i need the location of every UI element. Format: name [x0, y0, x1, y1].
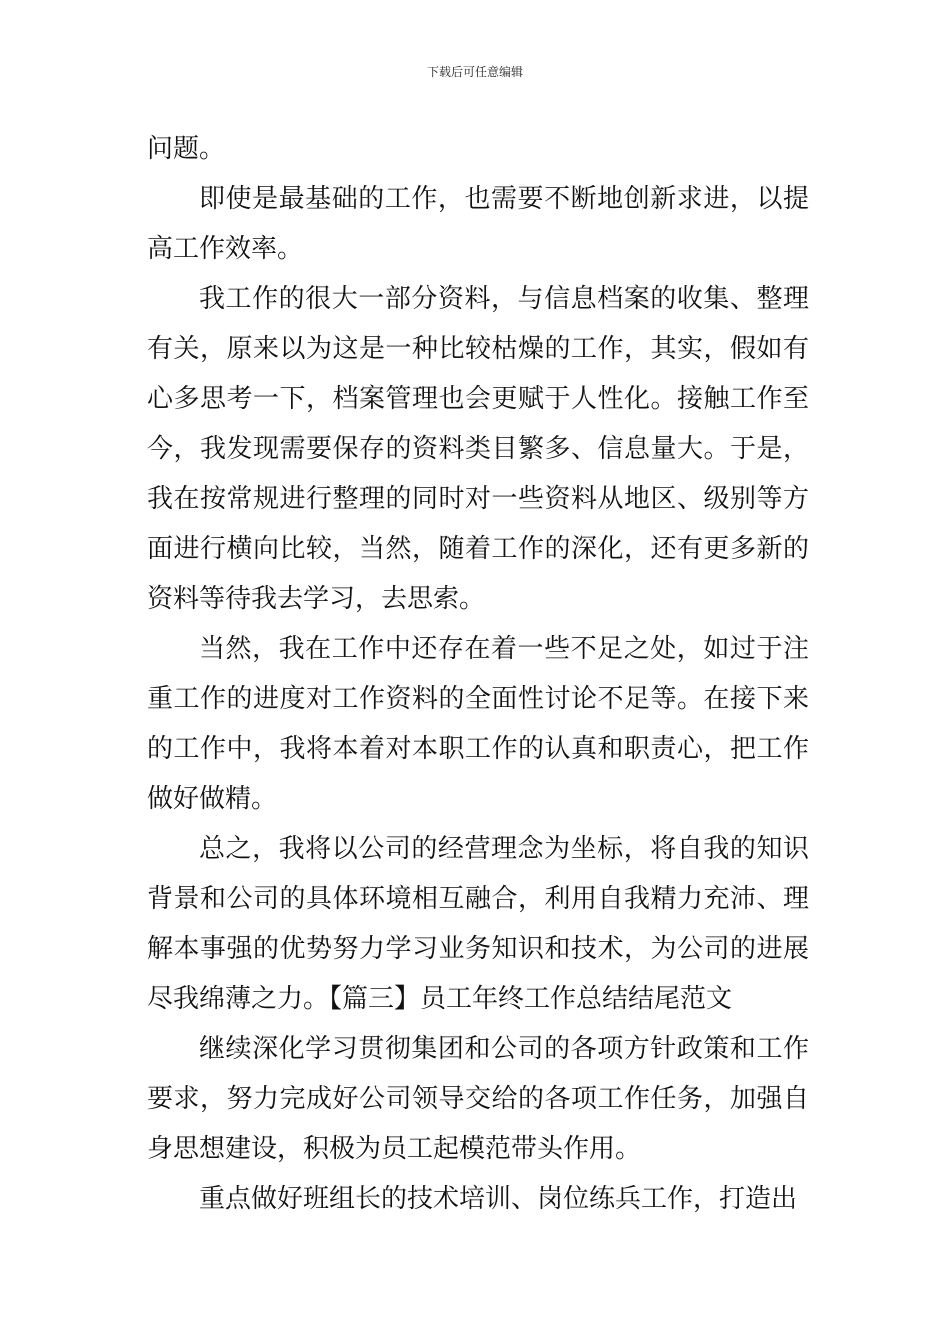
paragraph: 继续深化学习贯彻集团和公司的各项方针政策和工作要求，努力完成好公司领导交给的各项工作任务，加强自身思想建设，积极为员工起模范带头作用。 [147, 1034, 809, 1164]
paragraph: 即使是最基础的工作，也需要不断地创新求进，以提高工作效率。 [147, 184, 809, 264]
paragraph: 问题。 [147, 134, 226, 164]
paragraph: 我工作的很大一部分资料，与信息档案的收集、整理有关，原来以为这是一种比较枯燥的工作，其实，假如有心多思考一下，档案管理也会更赋于人性化。接触工作至今，我发现需要保存的资料类目繁多、信息量大。于是，我在按常规进行整理的同时对一些资料从地区、级别等方面进行横向比较，当然，随着工作的深化，还有更多新的资料等待我去学习，去思索。 [147, 284, 809, 614]
page-header: 下载后可任意编辑 [426, 65, 523, 79]
paragraph: 重点做好班组长的技术培训、岗位练兵工作，打造出 [199, 1184, 798, 1214]
document-body [147, 124, 809, 1224]
paragraph: 总之，我将以公司的经营理念为坐标，将自我的知识背景和公司的具体环境相互融合，利用自我精力充沛、理解本事强的优势努力学习业务知识和技术，为公司的进展尽我绵薄之力。【篇三】员工年终工作总结结尾范文 [147, 834, 809, 1014]
paragraph: 当然，我在工作中还存在着一些不足之处，如过于注重工作的进度对工作资料的全面性讨论不足等。在接下来的工作中，我将本着对本职工作的认真和职责心，把工作做好做精。 [147, 634, 809, 814]
